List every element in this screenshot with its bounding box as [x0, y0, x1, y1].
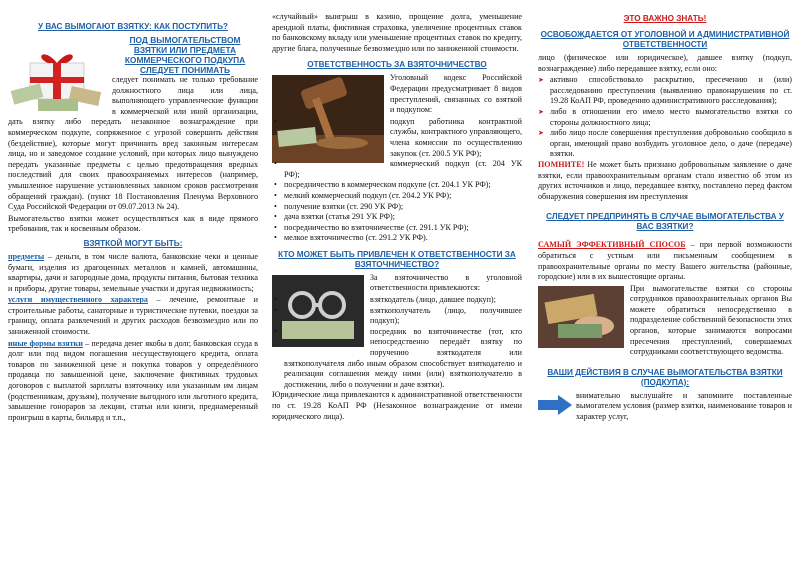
bribe-items-paragraph: [8, 252, 258, 294]
header-extortion: У ВАС ВЫМОГАЮТ ВЗЯТКУ: КАК ПОСТУПИТЬ?: [37, 22, 229, 31]
crime-list-item: • посредничество в коммерческом подкупе (ст. 204.1 УК РФ);: [272, 180, 522, 191]
items-label: предметы: [8, 251, 45, 261]
your-actions-heading: ВАШИ ДЕЙСТВИЯ В СЛУЧАЕ ВЫМОГАТЕЛЬСТВА ВЗЯТКИ (ПОДКУПА):: [547, 367, 783, 387]
remember-paragraph: [538, 160, 792, 202]
crime-list-item: • подкуп работника контрактной службы, контрактного управляющего, члена комиссии по осуществлению закупок (ст. 200.5 УК РФ);: [272, 117, 522, 159]
remember-label: ПОМНИТЕ!: [538, 159, 585, 169]
exemption-heading: ОСВОБОЖДАЕТСЯ ОТ УГОЛОВНОЙ И АДМИНИСТРАТИВНОЙ ОТВЕТСТВЕННОСТИ: [540, 30, 790, 49]
liable-person-item: • посредник во взяточничестве (тот, кто непосредственно передаёт взятку по поручению взяткодателя или взяткополучателя либо иным образом способствует взяткодателю и реализации соглашения между ними (или) взяткополучателю в достижении, либо о получении и даче взятки).: [272, 327, 522, 391]
liable-person-item: • взяткополучатель (лицо, получившее подкуп);: [272, 306, 522, 327]
services-text: – лечение, ремонтные и строительные работы, санаторные и туристические путевки, поездки за границу, оплата развлечений и других расходов безвозмездно или по заниженной стоимости.: [8, 295, 258, 337]
police-extortion-text: При вымогательстве взятки со стороны сотрудников правоохранительных органов Вы можете обратиться непосредственно в подразделение собственной безопасности этих органов, которые занимаются вопросами пресечения преступлений, совершаемых сотрудниками соответствующего ведомства.: [630, 283, 792, 357]
extortion-ways-text: Вымогательство взятки может осуществляться как в виде прямого требования, так и косвенным образом.: [8, 213, 258, 234]
bribe-other-paragraph: [8, 339, 258, 424]
crime-list-item: • дача взятки (статья 291 УК РФ);: [272, 212, 522, 223]
column-right: [538, 0, 792, 565]
other-label: иные формы взятки: [8, 338, 83, 348]
crime-list-item: • мелкое взяточничество (ст. 291.2 УК РФ).: [272, 233, 522, 244]
important-heading: ЭТО ВАЖНО ЗНАТЬ!: [623, 14, 707, 23]
services-label: услуги имущественного характера: [8, 295, 148, 305]
crime-list-item: • коммерческий подкуп (ст. 204 УК РФ);: [272, 159, 522, 180]
actions-text: внимательно выслушайте и запомните поставленные вымогателем условия (размер взятки, наименование товаров и характер услуг,: [576, 390, 792, 422]
other-text: – передача денег якобы в долг, банковская ссуда в долг или под видом погашения несуществующего кредита, оплата товаров по заниженной цене и покупка товаров у определённого продавца по завышенной цене, заключение фиктивных трудовых договоров с выплатой зарплаты взяточнику или указанным им лицам (родственникам, друзьям), получение выгодного или льготного кредита, завышение гонораров за лекции, статьи или книги, преднамеренный проигрыш в карты, бильярд и т.п.,: [8, 338, 258, 422]
exemption-condition: ➤ либо лицо после совершения преступления добровольно сообщило в орган, имеющий право возбудить уголовное дело, о даче (передаче) взятки.: [538, 128, 792, 160]
legal-entities-text: Юридические лица привлекаются к административной ответственности по ст. 19.28 КоАП РФ (Незаконное вознаграждение от имени юридического лица).: [272, 390, 522, 421]
arrow-right-icon: [538, 395, 572, 415]
definition-title: ПОД ВЫМОГАТЕЛЬСТВОМ ВЗЯТКИ ИЛИ ПРЕДМЕТА КОММЕРЧЕСКОГО ПОДКУПА СЛЕДУЕТ ПОНИМАТЬ: [124, 35, 246, 75]
liable-intro-text: За взяточничество в уголовной ответственности привлекаются:: [370, 272, 522, 293]
liable-person-item: • взяткодатель (лицо, давшее подкуп);: [272, 295, 522, 306]
money-hands-image: [538, 286, 624, 348]
bribe-can-be-heading: ВЗЯТКОЙ МОГУТ БЫТЬ:: [83, 238, 183, 248]
bribe-services-paragraph: [8, 295, 258, 337]
who-liable-heading: КТО МОЖЕТ БЫТЬ ПРИВЛЕЧЕН К ОТВЕТСТВЕННОСТИ ЗА ВЗЯТОЧНИЧЕСТВО?: [278, 249, 516, 269]
column-middle: [272, 0, 522, 565]
benefits-continued-text: «случайный» выигрыш в казино, прощение долга, уменьшение арендной платы, фиктивная страховка, увеличение процентных ставок по банковскому вкладу или уменьшение процентных ставок по кредиту, другие блага, полученные безвозмездно или по заниженной стоимости.: [272, 12, 522, 53]
crime-list-item: • посредничество во взяточничестве (ст. 291.1 УК РФ);: [272, 223, 522, 234]
items-text: – деньги, в том числе валюта, банковские чеки и ценные бумаги, изделия из драгоценных металлов и камней, автомашины, квартиры, дачи и загородные дома, продукты питания, бытовая техника и приборы, другие товары, земельные участки и другая недвижимость;: [8, 251, 258, 293]
criminal-code-text: Уголовный кодекс Российской Федерации предусматривает 8 видов преступлений, связанных со взяткой и подкупом:: [390, 73, 522, 115]
definition-text: следует понимать не только требование должностного лица или лица, выполняющего управленческие функции в коммерческой или иной организации, дать взятку либо передать незаконное вознаграждение при коммерческом подкупе, сопряженное с угрозой совершить действия (бездействие), которые могут причинить вред законным интересам лица, но и заведомое создание условий, при которых лицо вынуждено передать указанные предметы с целью предотвращения вредных последствий для своих правоохраняемых интересов (например, умышленное нарушение установленных законом сроков рассмотрения обращений граждан). (пункт 18 Постановления Пленума Верховного Суда Российской Федерации от 09.07.2013 № 24).: [8, 75, 258, 212]
exemption-condition: ➤ активно способствовало раскрытию, пресечению и (или) расследованию преступления (выявлению правонарушения по ст. 19.28 КоАП РФ, проведению административного расследования);: [538, 75, 792, 107]
crime-list-item: • получение взятки (ст. 290 УК РФ);: [272, 202, 522, 213]
what-to-do-heading: СЛЕДУЕТ ПРЕДПРИНЯТЬ В СЛУЧАЕ ВЫМОГАТЕЛЬСТВА У ВАС ВЗЯТКИ?: [546, 212, 784, 232]
liability-heading: ОТВЕТСТВЕННОСТЬ ЗА ВЗЯТОЧНИЧЕСТВО: [307, 60, 487, 70]
best-way-text: – при первой возможности обратиться с устным или письменным сообщением в правоохранительные органы по месту Вашего жительства (районные, городские) или в их вышестоящие органы.: [538, 240, 792, 282]
exemption-condition: ➤ либо в отношении его имело место вымогательство взятки со стороны должностного лица;: [538, 107, 792, 128]
exemption-intro: лицо (физическое или юридическое), давшее взятку (подкуп, вознаграждение) либо передавшее взятку, если оно:: [538, 53, 792, 73]
column-left: [8, 0, 258, 565]
best-way-label: САМЫЙ ЭФФЕКТИВНЫЙ СПОСОБ: [538, 240, 686, 250]
crime-list-item: • мелкий коммерческий подкуп (ст. 204.2 УК РФ);: [272, 191, 522, 202]
remember-text: Не может быть признано добровольным заявление о даче взятки, если правоохранительным органам стало известно об этом из других источников и лицо, передавшее взятку, поставлено перед фактом обнаружения совершения им преступления: [538, 159, 792, 201]
best-way-paragraph: [538, 240, 792, 282]
gift-money-image: [8, 37, 106, 115]
